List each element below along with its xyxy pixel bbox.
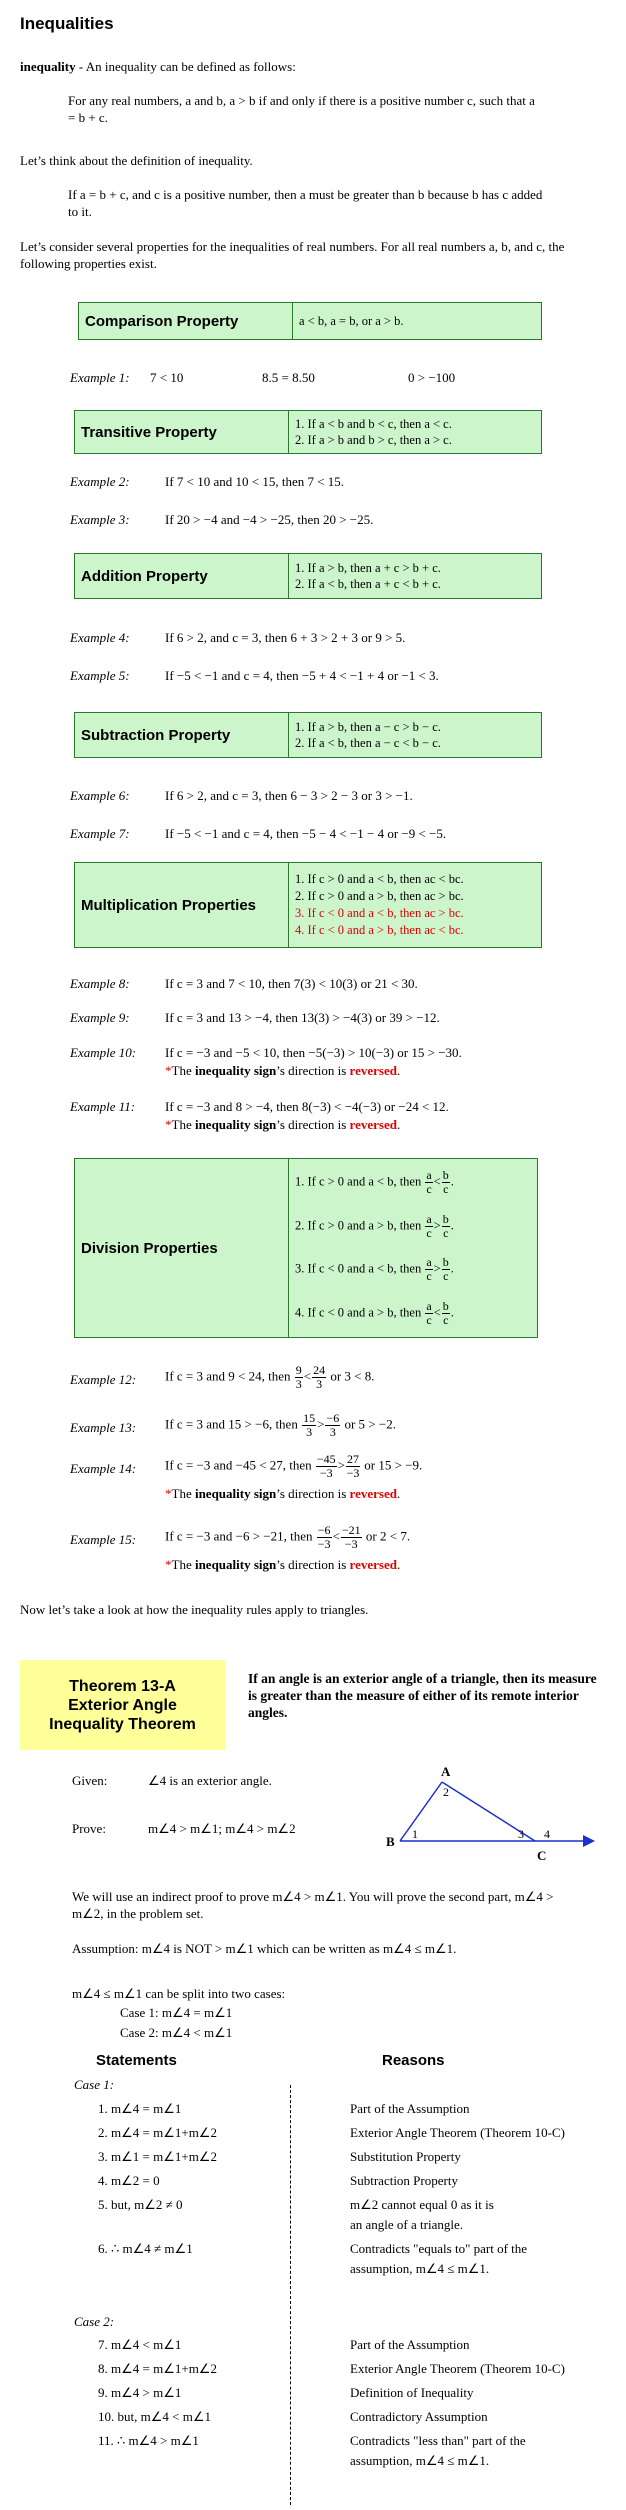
vertex-b-label: B (386, 1834, 395, 1849)
vertex-c-label: C (537, 1848, 547, 1863)
assumption-text: Assumption: m∠4 is NOT > m∠1 which can be written as m∠4 ≤ m∠1. (72, 1941, 457, 1956)
division-rule: 3. If c < 0 and a < b, then $\frac{a}{c}$ > $\frac{b}{c}$ . (295, 1255, 454, 1284)
property-rule: 1. If a > b, then a + c > b + c. (295, 561, 441, 575)
example-7: Example 7: (70, 826, 130, 841)
given-text: ∠4 is an exterior angle. (148, 1773, 272, 1788)
reason: Contradictory Assumption (350, 2409, 488, 2424)
property-rule: 2. If a < b, then a − c < b − c. (295, 736, 441, 750)
example-15-text: If c = −3 and −6 > −21, then $\frac{-6}{-3}$ < $\frac{-21}{-3}$ or 2 < 7. (165, 1523, 411, 1551)
property-rule: 3. If c < 0 and a < b, then ac > bc. (295, 906, 464, 920)
statement: 8. m∠4 = m∠1+m∠2 (98, 2361, 217, 2376)
reason: Definition of Inequality (350, 2385, 474, 2400)
reasons-header: Reasons (382, 2052, 445, 2069)
page-title: Inequalities (20, 14, 114, 33)
given-label: Given: (72, 1773, 108, 1788)
example-15: Example 15: (70, 1532, 137, 1547)
property-rule: 1. If a > b, then a − c > b − c. (295, 720, 441, 734)
property-name: Comparison Property (79, 303, 293, 339)
example-6-text: If 6 > 2, and c = 3, then 6 − 3 > 2 − 3 or 3 > −1. (165, 788, 413, 803)
prove-label: Prove: (72, 1821, 106, 1836)
reason: Exterior Angle Theorem (Theorem 10-C) (350, 2361, 565, 2376)
example-14-text: If c = −3 and −45 < 27, then $\frac{-45}{-3}$ > $\frac{27}{-3}$ or 15 > −9. (165, 1452, 423, 1480)
example-13-text: If c = 3 and 15 > −6, then $\frac{15}{3}$ > $\frac{-6}{3}$ or 5 > −2. (165, 1411, 396, 1439)
comparison-property-box (78, 302, 542, 340)
example-5: Example 5: (70, 668, 130, 683)
theorem-number: Theorem 13-A (69, 1677, 176, 1695)
reversal-note: *The inequality sign’s direction is reversed. (165, 1117, 401, 1132)
example-9-text: If c = 3 and 13 > −4, then 13(3) > −4(3) or 39 > −12. (165, 1010, 440, 1025)
case-2-line: Case 2: m∠4 < m∠1 (120, 2025, 233, 2040)
example-1-b: 8.5 = 8.50 (262, 370, 315, 385)
statement: 1. m∠4 = m∠1 (98, 2101, 182, 2116)
column-divider (290, 2085, 291, 2505)
statement: 4. m∠2 = 0 (98, 2173, 160, 2188)
example-6: Example 6: (70, 788, 130, 803)
think-body: If a = b + c, and c is a positive number, then a must be greater than b because b has c added to it. (68, 187, 543, 219)
statement: 5. but, m∠2 ≠ 0 (98, 2197, 183, 2212)
prove-text: m∠4 > m∠1; m∠4 > m∠2 (148, 1821, 296, 1836)
example-8: Example 8: (70, 976, 130, 991)
definition-term: inequality (20, 59, 76, 74)
example-9: Example 9: (70, 1010, 130, 1025)
example-10: Example 10: (70, 1045, 137, 1060)
addition-property-box (74, 553, 542, 599)
reason: Part of the Assumption (350, 2101, 470, 2116)
example-12: Example 12: (70, 1372, 137, 1387)
example-1-a: 7 < 10 (150, 370, 184, 385)
example-7-text: If −5 < −1 and c = 4, then −5 − 4 < −1 − 4 or −9 < −5. (165, 826, 447, 841)
example-1: Example 1: (70, 370, 130, 385)
statement: 7. m∠4 < m∠1 (98, 2337, 182, 2352)
side-ab (400, 1782, 442, 1841)
example-4: Example 4: (70, 630, 130, 645)
multiplication-properties-box (74, 862, 542, 948)
property-rule: 1. If c > 0 and a < b, then ac < bc. (295, 872, 464, 886)
reason: assumption, m∠4 ≤ m∠1. (350, 2261, 490, 2276)
angle-4-label: 4 (544, 1827, 550, 1841)
statement: 3. m∠1 = m∠1+m∠2 (98, 2149, 217, 2164)
statement: 2. m∠4 = m∠1+m∠2 (98, 2125, 217, 2140)
reason: Contradicts "less than" part of the (350, 2433, 526, 2448)
property-rule: 4. If c < 0 and a > b, then ac < bc. (295, 923, 464, 937)
property-name: Division Properties (75, 1159, 289, 1337)
consider-text: Let’s consider several properties for the inequalities of real numbers. For all real numbers a, b, and c, the following properties exist. (20, 239, 565, 271)
division-rule: 2. If c > 0 and a > b, then $\frac{a}{c}$ > $\frac{b}{c}$ . (295, 1211, 454, 1240)
reason: Exterior Angle Theorem (Theorem 10-C) (350, 2125, 565, 2140)
theorem-text: If an angle is an exterior angle of a triangle, then its measure is greater than the measure of either of its remote interior angles. (248, 1671, 597, 1720)
property-rule: 2. If c > 0 and a > b, then ac > bc. (295, 889, 464, 903)
example-2: Example 2: (70, 474, 130, 489)
reason: m∠2 cannot equal 0 as it is (350, 2197, 494, 2212)
example-1-c: 0 > −100 (408, 370, 456, 385)
division-properties-box (74, 1158, 538, 1338)
example-14: Example 14: (70, 1461, 137, 1476)
division-rule: 4. If c < 0 and a > b, then $\frac{a}{c}$ < $\frac{b}{c}$ . (295, 1298, 454, 1327)
split-text: m∠4 ≤ m∠1 can be split into two cases: (72, 1986, 286, 2001)
reversal-note: *The inequality sign’s direction is reversed. (165, 1063, 401, 1078)
example-11: Example 11: (70, 1099, 136, 1114)
division-rule: 1. If c > 0 and a < b, then $\frac{a}{c}$ < $\frac{b}{c}$ . (295, 1168, 454, 1197)
property-rule: 2. If a < b, then a + c < b + c. (295, 577, 441, 591)
vertex-a-label: A (441, 1764, 451, 1779)
reversal-note: *The inequality sign’s direction is reversed. (165, 1557, 401, 1572)
example-13: Example 13: (70, 1420, 137, 1435)
theorem-title-line: Exterior Angle (68, 1696, 177, 1714)
property-name: Addition Property (75, 554, 289, 598)
reversal-note: *The inequality sign’s direction is reversed. (165, 1486, 401, 1501)
reason: assumption, m∠4 ≤ m∠1. (350, 2453, 490, 2468)
triangles-intro: Now let’s take a look at how the inequality rules apply to triangles. (20, 1602, 369, 1617)
case-1-label: Case 1: (74, 2077, 115, 2092)
property-name: Subtraction Property (75, 713, 289, 757)
definition-body: For any real numbers, a and b, a > b if and only if there is a positive number c, such that a = b + c. (68, 93, 535, 125)
statement: 10. but, m∠4 < m∠1 (98, 2409, 211, 2424)
example-3: Example 3: (70, 512, 130, 527)
example-8-text: If c = 3 and 7 < 10, then 7(3) < 10(3) or 21 < 30. (165, 976, 418, 991)
transitive-property-box (74, 410, 542, 454)
statement: 9. m∠4 > m∠1 (98, 2385, 182, 2400)
reason: an angle of a triangle. (350, 2217, 463, 2232)
property-rule: 1. If a < b and b < c, then a < c. (295, 417, 452, 431)
example-3-text: If 20 > −4 and −4 > −25, then 20 > −25. (165, 512, 374, 527)
theorem-box (20, 1660, 225, 1750)
theorem-title-line: Inequality Theorem (49, 1715, 196, 1733)
angle-1-label: 1 (412, 1827, 418, 1841)
example-11-text: If c = −3 and 8 > −4, then 8(−3) < −4(−3) or −24 < 12. (165, 1099, 449, 1114)
property-rule: 2. If a > b and b > c, then a > c. (295, 433, 452, 447)
property-rule: a < b, a = b, or a > b. (299, 314, 404, 328)
property-name: Transitive Property (75, 411, 289, 453)
indirect-proof-text: We will use an indirect proof to prove m∠4 > m∠1. You will prove the second part, m∠4 > m∠2, in the problem set. (72, 1889, 554, 1921)
example-12-text: If c = 3 and 9 < 24, then $\frac{9}{3}$ < $\frac{24}{3}$ or 3 < 8. (165, 1363, 375, 1391)
example-2-text: If 7 < 10 and 10 < 15, then 7 < 15. (165, 474, 345, 489)
example-5-text: If −5 < −1 and c = 4, then −5 + 4 < −1 + 4 or −1 < 3. (165, 668, 439, 683)
subtraction-property-box (74, 712, 542, 758)
triangle-diagram (380, 1762, 610, 1872)
example-10-text: If c = −3 and −5 < 10, then −5(−3) > 10(−3) or 15 > −30. (165, 1045, 462, 1060)
angle-2-label: 2 (443, 1785, 449, 1799)
definition-intro: inequality - An inequality can be defined as follows: (20, 59, 296, 74)
think-text: Let’s think about the definition of inequality. (20, 153, 253, 168)
statements-header: Statements (96, 2052, 177, 2069)
angle-3-label: 3 (518, 1827, 524, 1841)
reason: Contradicts "equals to" part of the (350, 2241, 528, 2256)
statement: 11. ∴ m∠4 > m∠1 (98, 2433, 199, 2448)
statement: 6. ∴ m∠4 ≠ m∠1 (98, 2241, 193, 2256)
case-2-label: Case 2: (74, 2314, 115, 2329)
reason: Subtraction Property (350, 2173, 458, 2188)
example-4-text: If 6 > 2, and c = 3, then 6 + 3 > 2 + 3 or 9 > 5. (165, 630, 406, 645)
property-name: Multiplication Properties (75, 863, 289, 947)
reason: Part of the Assumption (350, 2337, 470, 2352)
reason: Substitution Property (350, 2149, 461, 2164)
case-1-line: Case 1: m∠4 = m∠1 (120, 2005, 233, 2020)
